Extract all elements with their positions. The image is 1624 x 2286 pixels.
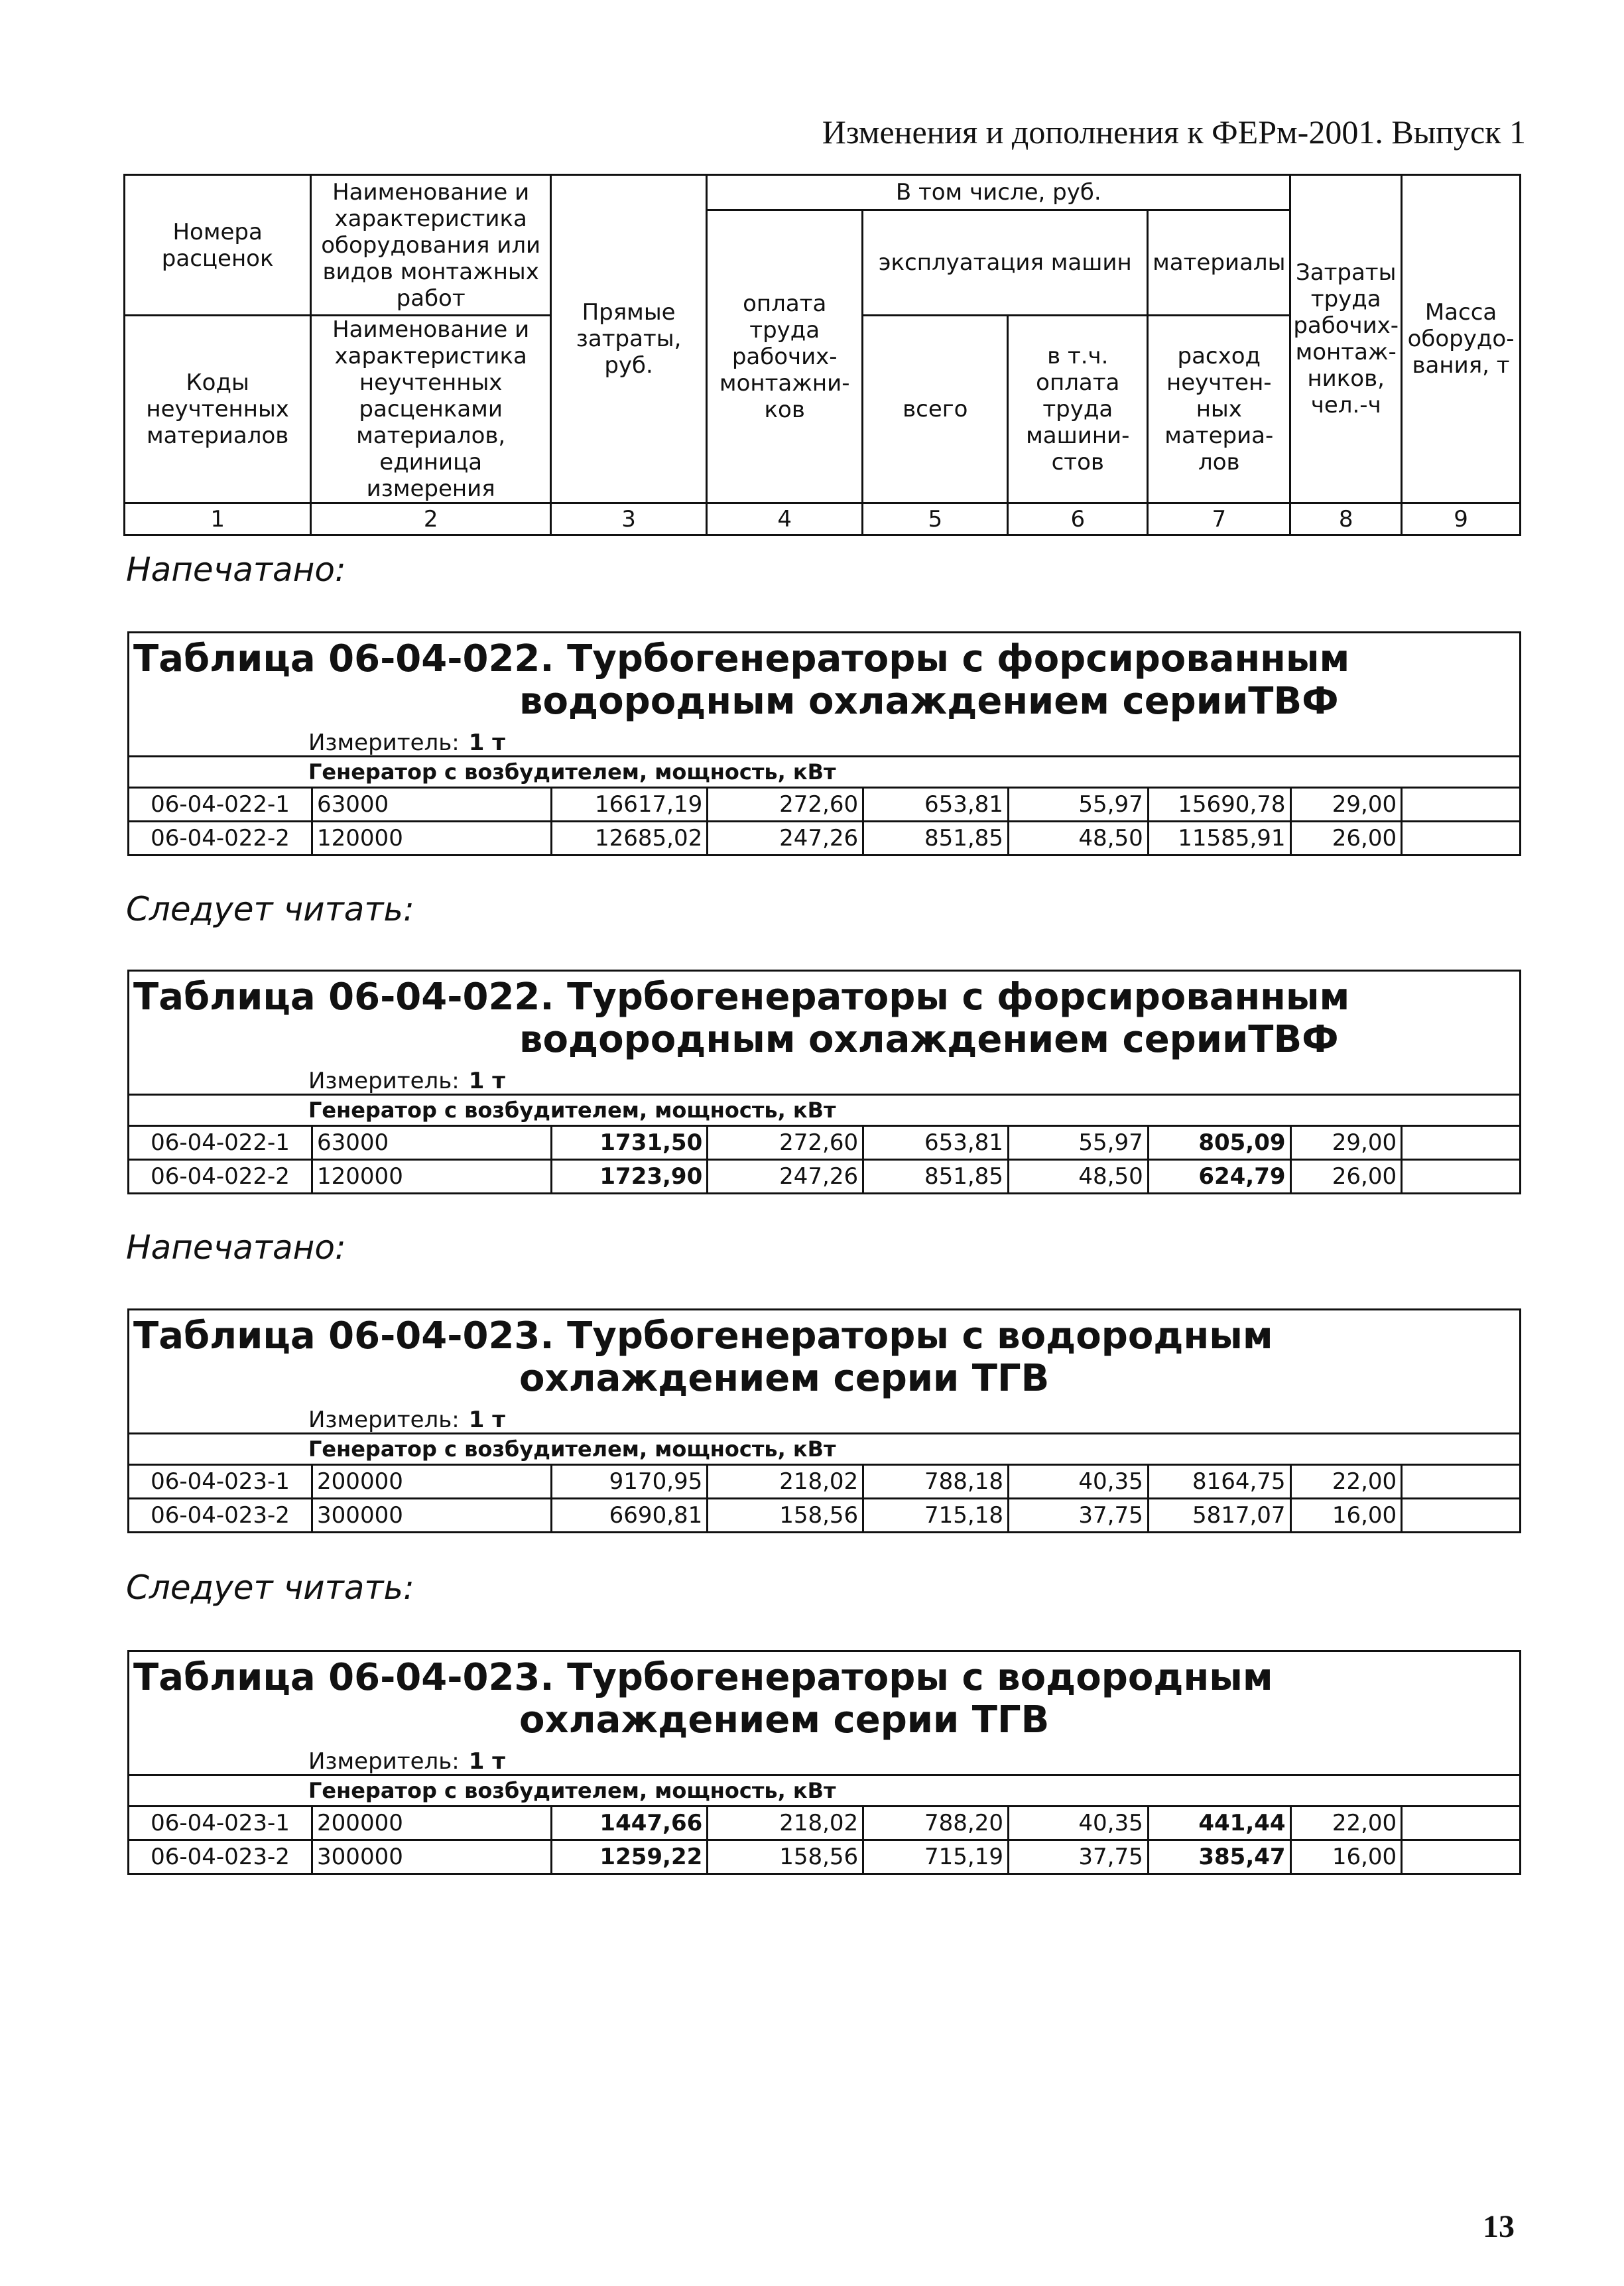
header-including: В том числе, руб. xyxy=(707,175,1290,210)
direct-costs: 1723,90 xyxy=(552,1160,708,1194)
direct-costs: 1447,66 xyxy=(552,1807,708,1840)
rate-table xyxy=(127,1650,1521,1875)
labor-pay: 272,60 xyxy=(708,1126,863,1160)
measure-line xyxy=(129,1407,1519,1432)
rate-code: 06-04-022-1 xyxy=(129,788,312,822)
measure-line xyxy=(129,1068,1519,1094)
section-label-printed: Напечатано: xyxy=(126,550,346,589)
equipment-mass xyxy=(1402,1126,1521,1160)
rate-code: 06-04-022-2 xyxy=(129,1160,312,1194)
labor-pay: 218,02 xyxy=(708,1465,863,1499)
rate-table xyxy=(127,631,1521,856)
labor-costs: 16,00 xyxy=(1290,1499,1402,1533)
measure-line xyxy=(129,730,1519,755)
rate-table-section xyxy=(127,631,1521,856)
materials: 385,47 xyxy=(1148,1840,1290,1874)
equipment-mass xyxy=(1402,1499,1521,1533)
table-title: Таблица 06-04-023. Турбогенераторы с водородным xyxy=(133,1656,1273,1699)
equipment-mass xyxy=(1402,1807,1521,1840)
materials: 624,79 xyxy=(1148,1160,1290,1194)
measure-value: 1 т xyxy=(468,730,505,756)
header-rate-numbers: Номера расценок xyxy=(125,175,311,316)
column-number: 8 xyxy=(1290,503,1402,535)
measure-label: Измеритель: xyxy=(308,1748,460,1775)
machinist-pay: 55,97 xyxy=(1008,1126,1148,1160)
measure-value: 1 т xyxy=(468,1068,505,1094)
machine-operation: 788,18 xyxy=(863,1465,1009,1499)
labor-costs: 22,00 xyxy=(1290,1807,1402,1840)
header-equipment-name: Наименование и характеристика оборудования или видов монтажных работ xyxy=(311,175,551,316)
header-materials: материалы xyxy=(1148,210,1290,316)
header-equipment-mass: Масса оборудо-вания, т xyxy=(1402,175,1521,503)
table-title: Таблица 06-04-023. Турбогенераторы с водородным xyxy=(133,1314,1273,1358)
table-title: Таблица 06-04-022. Турбогенераторы с форсированным xyxy=(133,637,1350,680)
table-subtitle: Генератор с возбудителем, мощность, кВт xyxy=(129,757,1521,788)
measure-label: Измеритель: xyxy=(308,1407,460,1433)
table-subtitle: Генератор с возбудителем, мощность, кВт xyxy=(129,1095,1521,1126)
labor-pay: 158,56 xyxy=(708,1840,863,1874)
table-row xyxy=(129,1840,1521,1874)
table-title-continued: охлаждением серии ТГВ xyxy=(519,1698,1050,1742)
column-number: 3 xyxy=(551,503,707,535)
rate-code: 06-04-023-2 xyxy=(129,1840,312,1874)
table-title-cell xyxy=(129,971,1521,1095)
table-row xyxy=(129,1465,1521,1499)
materials: 8164,75 xyxy=(1148,1465,1290,1499)
page-number: 13 xyxy=(1483,2209,1515,2244)
machinist-pay: 40,35 xyxy=(1008,1465,1148,1499)
rate-table xyxy=(127,1308,1521,1533)
header-material-usage: расход неучтен-ных материа-лов xyxy=(1148,316,1290,503)
machinist-pay: 37,75 xyxy=(1008,1499,1148,1533)
rate-table-section xyxy=(127,1308,1521,1533)
measure-label: Измеритель: xyxy=(308,730,460,756)
labor-costs: 26,00 xyxy=(1290,1160,1402,1194)
header-labor-costs: Затраты труда рабочих-монтаж-ников, чел.-ч xyxy=(1290,175,1402,503)
rate-code: 06-04-023-1 xyxy=(129,1807,312,1840)
table-row xyxy=(129,788,1521,822)
machinist-pay: 40,35 xyxy=(1008,1807,1148,1840)
direct-costs: 1731,50 xyxy=(552,1126,708,1160)
table-title-continued: охлаждением серии ТГВ xyxy=(519,1357,1050,1400)
machine-operation: 715,19 xyxy=(863,1840,1009,1874)
labor-pay: 272,60 xyxy=(708,788,863,822)
equipment-mass xyxy=(1402,1160,1521,1194)
table-title-continued: водородным охлаждением серииТВФ xyxy=(519,1018,1339,1061)
labor-pay: 158,56 xyxy=(708,1499,863,1533)
column-number: 4 xyxy=(707,503,863,535)
labor-costs: 22,00 xyxy=(1290,1465,1402,1499)
header-machinist-pay: в т.ч. оплата труда машини-стов xyxy=(1008,316,1148,503)
table-title-continued: водородным охлаждением серииТВФ xyxy=(519,680,1339,723)
table-title: Таблица 06-04-022. Турбогенераторы с форсированным xyxy=(133,976,1350,1019)
table-row xyxy=(129,1807,1521,1840)
equipment-mass xyxy=(1402,822,1521,856)
column-number: 2 xyxy=(311,503,551,535)
running-title: Изменения и дополнения к ФЕРм-2001. Выпуск 1 xyxy=(822,113,1526,151)
table-row xyxy=(129,1126,1521,1160)
labor-pay: 247,26 xyxy=(708,1160,863,1194)
table-row xyxy=(129,822,1521,856)
section-label-corrected: Следует читать: xyxy=(126,1568,414,1607)
column-number: 7 xyxy=(1148,503,1290,535)
machinist-pay: 37,75 xyxy=(1008,1840,1148,1874)
column-number: 6 xyxy=(1008,503,1148,535)
column-number: 9 xyxy=(1402,503,1521,535)
labor-pay: 247,26 xyxy=(708,822,863,856)
equipment-mass xyxy=(1402,1465,1521,1499)
rate-code: 06-04-022-1 xyxy=(129,1126,312,1160)
power-value: 63000 xyxy=(312,788,552,822)
section-label-corrected: Следует читать: xyxy=(126,890,414,928)
materials: 15690,78 xyxy=(1148,788,1290,822)
equipment-mass xyxy=(1402,1840,1521,1874)
materials: 805,09 xyxy=(1148,1126,1290,1160)
rate-table-section xyxy=(127,970,1521,1194)
direct-costs: 9170,95 xyxy=(552,1465,708,1499)
rate-code: 06-04-023-1 xyxy=(129,1465,312,1499)
machine-operation: 653,81 xyxy=(863,788,1009,822)
column-header-table xyxy=(123,174,1521,536)
machine-operation: 653,81 xyxy=(863,1126,1009,1160)
column-number: 5 xyxy=(863,503,1008,535)
header-labor-pay: оплата труда рабочих-монтажни-ков xyxy=(707,210,863,503)
column-number: 1 xyxy=(125,503,311,535)
labor-costs: 26,00 xyxy=(1290,822,1402,856)
materials: 441,44 xyxy=(1148,1807,1290,1840)
machine-operation: 851,85 xyxy=(863,1160,1009,1194)
machinist-pay: 55,97 xyxy=(1008,788,1148,822)
direct-costs: 6690,81 xyxy=(552,1499,708,1533)
header-material-codes: Коды неучтенных материалов xyxy=(125,316,311,503)
power-value: 300000 xyxy=(312,1499,552,1533)
rate-table-section xyxy=(127,1650,1521,1875)
machine-operation: 715,18 xyxy=(863,1499,1009,1533)
header-machines-total: всего xyxy=(863,316,1008,503)
power-value: 200000 xyxy=(312,1465,552,1499)
equipment-mass xyxy=(1402,788,1521,822)
header-direct-costs: Прямые затраты, руб. xyxy=(551,175,707,503)
table-row xyxy=(129,1499,1521,1533)
direct-costs: 16617,19 xyxy=(552,788,708,822)
measure-line xyxy=(129,1749,1519,1774)
rate-code: 06-04-022-2 xyxy=(129,822,312,856)
table-title-cell xyxy=(129,1310,1521,1434)
labor-pay: 218,02 xyxy=(708,1807,863,1840)
measure-value: 1 т xyxy=(468,1748,505,1775)
machinist-pay: 48,50 xyxy=(1008,822,1148,856)
table-subtitle: Генератор с возбудителем, мощность, кВт xyxy=(129,1775,1521,1807)
power-value: 120000 xyxy=(312,822,552,856)
direct-costs: 12685,02 xyxy=(552,822,708,856)
power-value: 63000 xyxy=(312,1126,552,1160)
labor-costs: 29,00 xyxy=(1290,1126,1402,1160)
rate-table xyxy=(127,970,1521,1194)
machine-operation: 851,85 xyxy=(863,822,1009,856)
section-label-printed: Напечатано: xyxy=(126,1228,346,1267)
power-value: 120000 xyxy=(312,1160,552,1194)
header-material-name: Наименование и характеристика неучтенных расценками материалов, единица измерения xyxy=(311,316,551,503)
measure-value: 1 т xyxy=(468,1407,505,1433)
header-machine-operation: эксплуатация машин xyxy=(863,210,1148,316)
machine-operation: 788,20 xyxy=(863,1807,1009,1840)
labor-costs: 16,00 xyxy=(1290,1840,1402,1874)
materials: 11585,91 xyxy=(1148,822,1290,856)
table-title-cell xyxy=(129,1651,1521,1775)
power-value: 200000 xyxy=(312,1807,552,1840)
rate-code: 06-04-023-2 xyxy=(129,1499,312,1533)
materials: 5817,07 xyxy=(1148,1499,1290,1533)
labor-costs: 29,00 xyxy=(1290,788,1402,822)
power-value: 300000 xyxy=(312,1840,552,1874)
table-title-cell xyxy=(129,633,1521,757)
direct-costs: 1259,22 xyxy=(552,1840,708,1874)
measure-label: Измеритель: xyxy=(308,1068,460,1094)
machinist-pay: 48,50 xyxy=(1008,1160,1148,1194)
table-row xyxy=(129,1160,1521,1194)
table-subtitle: Генератор с возбудителем, мощность, кВт xyxy=(129,1434,1521,1465)
column-numbers-row xyxy=(125,503,1521,535)
